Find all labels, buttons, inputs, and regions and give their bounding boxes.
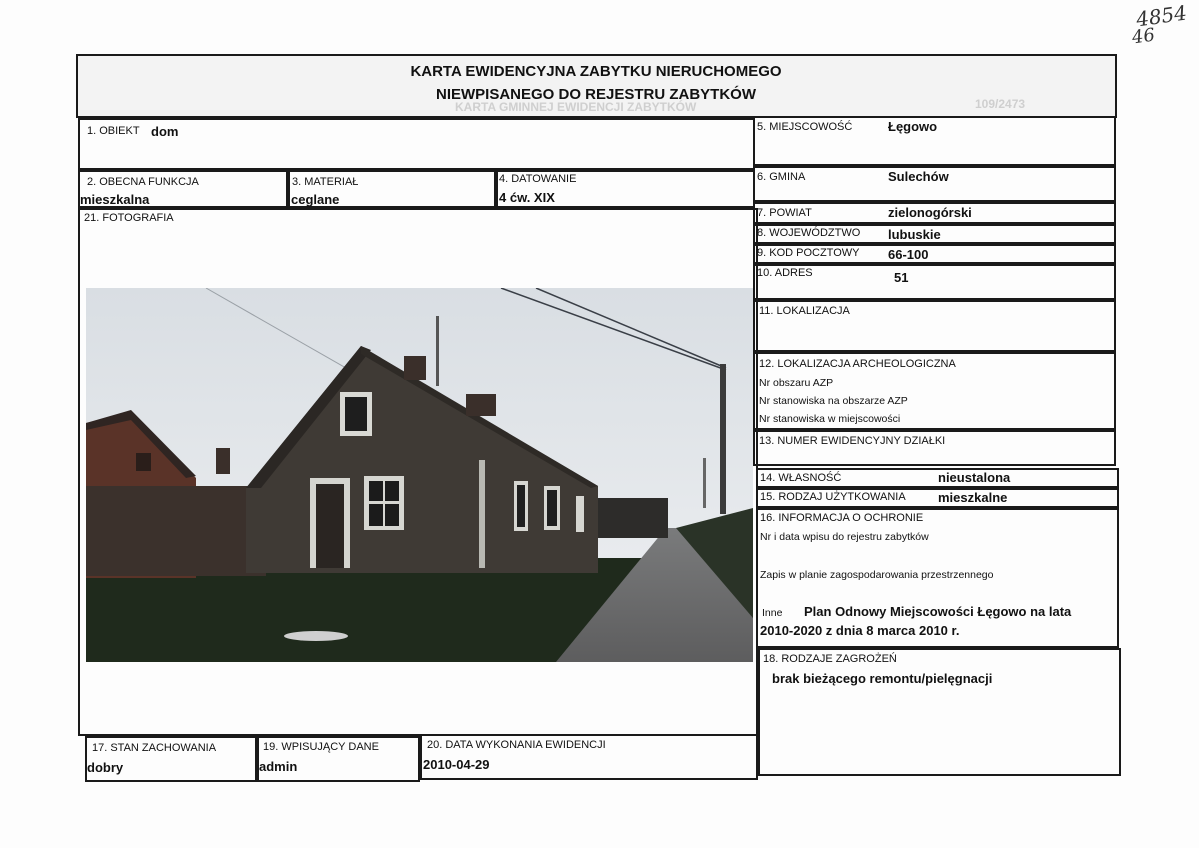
label-data-wykonania: 20. DATA WYKONANIA EWIDENCJI	[427, 739, 606, 751]
label-datowanie: 4. DATOWANIE	[499, 173, 577, 185]
handwritten-subnumber: 46	[1130, 24, 1157, 49]
label-obiekt: 1. OBIEKT	[87, 125, 140, 137]
text-wpis-rejestr: Nr i data wpisu do rejestru zabytków	[760, 531, 929, 543]
label-gmina: 6. GMINA	[757, 171, 806, 183]
label-informacja-o-ochronie: 16. INFORMACJA O OCHRONIE	[760, 512, 924, 524]
value-gmina: Sulechów	[888, 169, 949, 184]
label-kod-pocztowy: 9. KOD POCZTOWY	[757, 247, 860, 259]
text-zapis-plan: Zapis w planie zagospodarowania przestrzennego	[760, 569, 994, 581]
value-data-wykonania: 2010-04-29	[423, 757, 490, 772]
house-photograph	[86, 288, 753, 662]
faint-record-number: 109/2473	[975, 97, 1026, 111]
label-numer-dzialki: 13. NUMER EWIDENCYJNY DZIAŁKI	[759, 435, 946, 447]
value-inne-line2: 2010-2020 z dnia 8 marca 2010 r.	[760, 623, 960, 638]
label-miejscowosc: 5. MIEJSCOWOŚĆ	[757, 121, 853, 133]
text-inne-label: Inne	[762, 607, 783, 619]
value-wpisujacy: admin	[259, 759, 298, 774]
label-powiat: 7. POWIAT	[757, 207, 812, 219]
label-rodzaj-uzytkowania: 15. RODZAJ UŻYTKOWANIA	[760, 491, 906, 503]
page-title-line2: NIEWPISANEGO DO REJESTRU ZABYTKÓW	[435, 86, 757, 103]
label-adres: 10. ADRES	[757, 267, 813, 279]
label-fotografia: 21. FOTOGRAFIA	[84, 212, 174, 224]
label-obecna-funkcja: 2. OBECNA FUNKCJA	[87, 176, 199, 188]
text-nr-obszaru-azp: Nr obszaru AZP	[759, 377, 834, 389]
page-title-line1: KARTA EWIDENCYJNA ZABYTKU NIERUCHOMEGO	[410, 63, 782, 80]
handwritten-number: 4854	[1134, 0, 1189, 32]
value-material: ceglane	[291, 192, 340, 207]
value-obecna-funkcja: mieszkalna	[80, 192, 150, 207]
value-wlasnosc: nieustalona	[938, 470, 1011, 485]
value-wojewodztwo: lubuskie	[888, 227, 941, 242]
value-rodzaj-uzytkowania: mieszkalne	[938, 490, 1008, 505]
faint-underlay-title: KARTA GMINNEJ EWIDENCJI ZABYTKÓW	[455, 100, 697, 114]
label-lokalizacja-archeologiczna: 12. LOKALIZACJA ARCHEOLOGICZNA	[759, 358, 956, 370]
value-datowanie: 4 ćw. XIX	[499, 190, 555, 205]
text-nr-stanowiska-miejscowosc: Nr stanowiska w miejscowości	[759, 413, 901, 425]
label-material: 3. MATERIAŁ	[292, 176, 359, 188]
value-inne-line1: Plan Odnowy Miejscowości Łęgowo na lata	[804, 604, 1072, 619]
value-powiat: zielonogórski	[888, 205, 972, 220]
value-kod-pocztowy: 66-100	[888, 247, 929, 262]
value-adres: 51	[894, 270, 909, 285]
label-wpisujacy: 19. WPISUJĄCY DANE	[263, 741, 379, 753]
value-rodzaje-zagrozen: brak bieżącego remontu/pielęgnacji	[772, 671, 993, 686]
value-miejscowosc: Łęgowo	[888, 119, 938, 134]
value-obiekt: dom	[151, 124, 179, 139]
label-wojewodztwo: 8. WOJEWÓDZTWO	[757, 227, 861, 239]
field-obiekt	[78, 118, 755, 170]
label-wlasnosc: 14. WŁASNOŚĆ	[760, 472, 842, 484]
text-nr-stanowiska-azp: Nr stanowiska na obszarze AZP	[759, 395, 908, 407]
label-lokalizacja: 11. LOKALIZACJA	[759, 305, 850, 317]
field-rodzaje-zagrozen	[758, 648, 1121, 776]
label-stan-zachowania: 17. STAN ZACHOWANIA	[92, 742, 217, 754]
value-stan-zachowania: dobry	[87, 760, 124, 775]
label-rodzaje-zagrozen: 18. RODZAJE ZAGROŻEŃ	[763, 653, 897, 665]
